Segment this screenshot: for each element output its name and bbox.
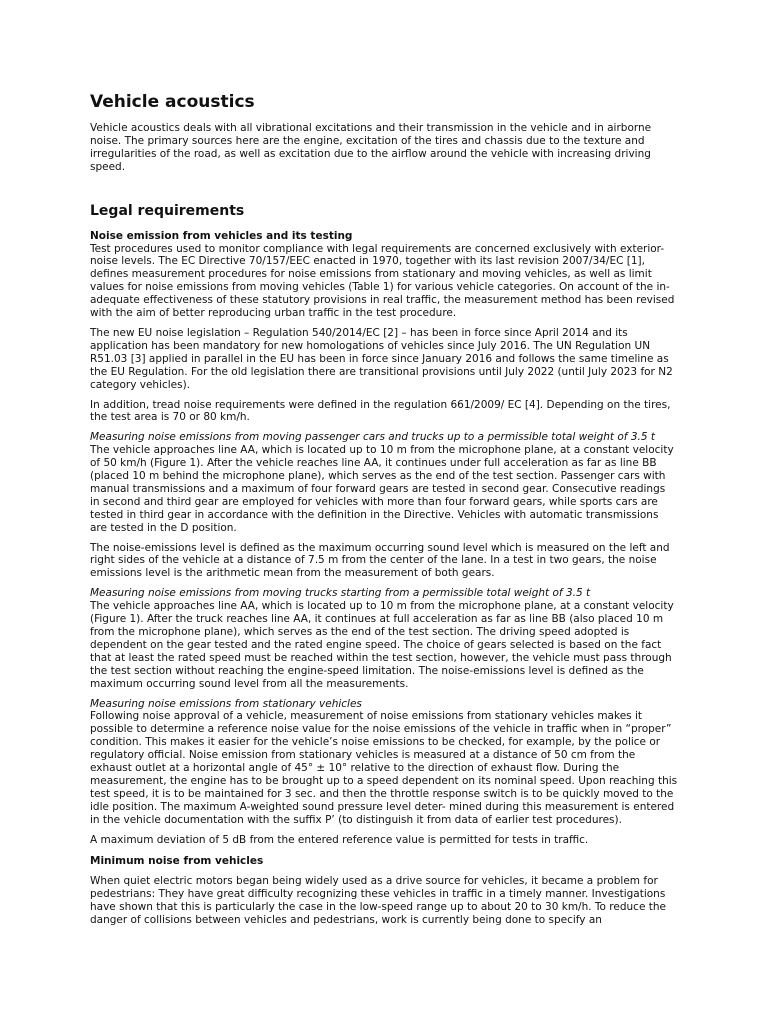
paragraph-test-procedures: Test procedures used to monitor compliance with legal requirements are concerned exclusively with exterior-noise levels. The EC Directive 70/157/EEC enacted in 1970, together with its last revision 2007/34/EC [1], defines measurement procedures for noise emissions from stationary and moving vehicles, as well as limit values for noise emissions from moving vehicles (Table 1) for various vehicle categories. On account of the in- adequate effectiveness of these statutory provisions in real traffic, the measurement method has been revised with the aim of better reproducing urban traffic in the test procedure. <box>90 242 675 320</box>
paragraph-trucks: The vehicle approaches line AA, which is located up to 10 m from the microphone plane, at a constant velocity (Figure 1). After the truck reaches line AA, it continues at full acceleration as far as line BB (also placed 10 m from the microphone plane), which serves as the end of the test section. The driving speed adopted is dependent on the gear tested and the rated engine speed. The choice of gears selected is based on the fact that at least the rated speed must be reached within the test section, however, the vehicle must pass through the test section without reaching the engine-speed limitation. The noise-emissions level is defined as the maximum occurring sound level from all the measurements. <box>90 600 674 690</box>
document-content <box>90 92 678 927</box>
paragraph-noise-level-definition: The noise-emissions level is defined as the maximum occurring sound level which is measured on the left and right sides of the vehicle at a distance of 7.5 m from the center of the lane. In a test in two gears, the noise emissions level is the arithmetic mean from the measurement of both gears. <box>90 541 670 580</box>
paragraph-passenger-cars: The vehicle approaches line AA, which is located up to 10 m from the microphone plane, at a constant velocity of 50 km/h (Figure 1). After the vehicle reaches line AA, it continues under full acceleration as far as line BB (placed 10 m behind the microphone plane), which serves as the end of the test section. Passenger cars with manual transmissions and a maximum of four forward gears are tested in second gear. Consecutive readings in second and third gear are employed for vehicles with more than four forward gears, while sports cars are tested in third gear in accordance with the definition in the Directive. Vehicles with automatic transmissions are tested in the D position. <box>90 444 674 534</box>
subheading-stationary: Measuring noise emissions from stationary vehicles <box>90 697 362 710</box>
subsection-heading-minimum-noise: Minimum noise from vehicles <box>90 854 264 867</box>
subsection-heading-noise-emission: Noise emission from vehicles and its testing <box>90 229 353 242</box>
section-heading-legal: Legal requirements <box>90 202 245 219</box>
paragraph-minimum-noise: When quiet electric motors began being widely used as a drive source for vehicles, it became a problem for pedestrians: They have great difficulty recognizing these vehicles in traffic in a timely manner. Investigations have shown that this is particularly the case in the low-speed range up to about 20 to 30 km/h. To reduce the danger of collisions between vehicles and pedestrians, work is currently being done to specify an <box>90 875 666 927</box>
intro-paragraph: Vehicle acoustics deals with all vibrational excitations and their transmission in the vehicle and in airborne noise. The primary sources here are the engine, excitation of the tires and chassis due to the texture and irregularities of the road, as well as excitation due to the airflow around the vehicle with increasing driving speed. <box>90 122 652 173</box>
paragraph-stationary: Following noise approval of a vehicle, measurement of noise emissions from stationary vehicles makes it possible to determine a reference noise value for the noise emissions of the vehicle in traffic when in “proper” condition. This makes it easier for the vehicle’s noise emissions to be checked, for example, by the police or regulatory official. Noise emission from stationary vehicles is measured at a distance of 50 cm from the exhaust outlet at a horizontal angle of 45° ± 10° relative to the direction of exhaust flow. During the measurement, the engine has to be brought up to a speed dependent on its nominal speed. Upon reaching this test speed, it is to be maintained for 3 sec. and then the throttle response switch is to be quickly moved to the idle position. The maximum A-weighted sound pressure level deter- mined during this measurement is entered in the vehicle documentation with the suffix P’ (to distinguish it from data of earlier test procedures). <box>90 710 678 826</box>
subheading-trucks: Measuring noise emissions from moving trucks starting from a permissible total weight of 3.5 t <box>90 587 591 600</box>
paragraph-tread-noise: In addition, tread noise requirements were defined in the regulation 661/2009/ EC [4]. Depending on the tires, the test area is 70 or 80 km/h. <box>90 398 671 424</box>
paragraph-max-deviation: A maximum deviation of 5 dB from the entered reference value is permitted for tests in traffic. <box>90 833 589 846</box>
paragraph-eu-legislation: The new EU noise legislation – Regulation 540/2014/EC [2] – has been in force since April 2014 and its application has been mandatory for new homologations of vehicles since July 2016. The UN Regulation UN R51.03 [3] applied in parallel in the EU has been in force since January 2016 and follows the same timeline as the EU Regulation. For the old legislation there are transitional provisions until July 2022 (until July 2023 for N2 category vehicles). <box>90 326 673 391</box>
page-title: Vehicle acoustics <box>90 92 255 112</box>
subheading-passenger-cars: Measuring noise emissions from moving passenger cars and trucks up to a permissible total weight of 3.5 t <box>90 431 655 444</box>
